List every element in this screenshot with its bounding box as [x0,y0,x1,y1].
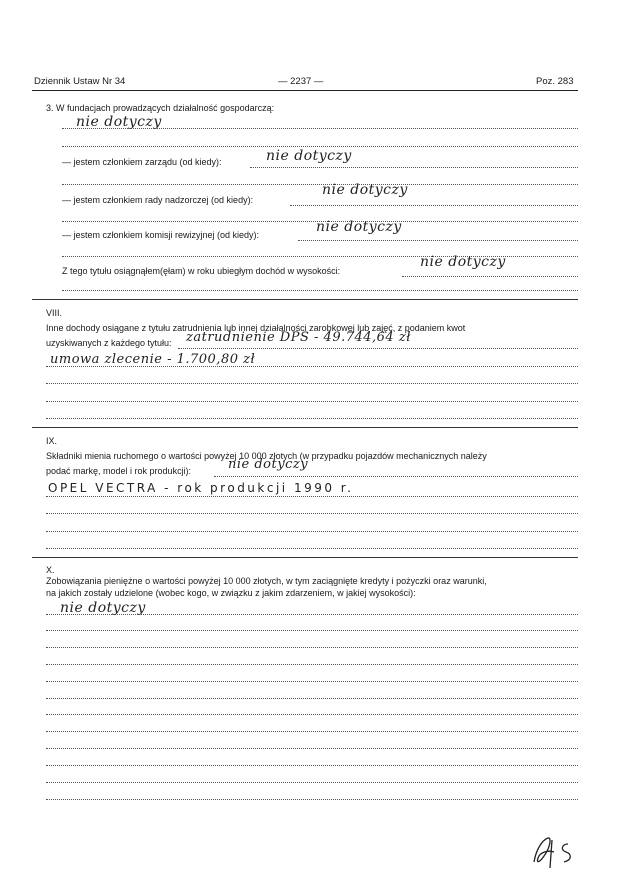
section-8-description: Inne dochody osiągane z tytułu zatrudnienia lub innej działalności zarobkowej lub zajęć, z podaniem kwot [46,323,466,333]
section-8-answer-employment: zatrudnienie DPS - 49.744,64 zł [186,330,411,345]
board-member-answer: nie dotyczy [266,148,352,164]
section-8-answer-contract: umowa zlecenie - 1.700,80 zł [50,352,256,367]
section-3-answer: nie dotyczy [76,114,162,130]
position-number: Poz. 283 [536,76,574,87]
answer-line [46,630,578,631]
answer-line [250,167,578,168]
section-3-heading: 3. W fundacjach prowadzących działalność gospodarczą: [46,103,275,113]
journal-title: Dziennik Ustaw Nr 34 [34,76,126,87]
answer-line [214,476,578,477]
section-10-conditions: na jakich zostały udzielone (wobec kogo, w związku z jakim zdarzeniem, w jakiej wysokości): [46,588,416,598]
answer-line [46,799,578,800]
answer-line [46,366,578,367]
answer-line [46,698,578,699]
section-9-numeral: IX. [46,436,58,446]
answer-line [46,614,578,615]
income-label: Z tego tytułu osiągnąłem(ęłam) w roku ubiegłym dochód w wysokości: [62,266,341,276]
answer-line [62,128,578,129]
answer-line [46,714,578,715]
section-9-vehicle-label: podać markę, model i rok produkcji): [46,466,192,476]
section-10-answer: nie dotyczy [60,600,146,616]
audit-committee-label: — jestem członkiem komisji rewizyjnej (od kiedy): [62,230,260,240]
income-answer: nie dotyczy [420,254,506,270]
header-rule [32,90,578,91]
answer-line [46,513,578,514]
supervisory-board-label: — jestem członkiem rady nadzorczej (od kiedy): [62,195,254,205]
board-member-label: — jestem członkiem zarządu (od kiedy): [62,157,222,167]
section-10-numeral: X. [46,565,55,575]
initials-signature [528,832,582,872]
answer-line [178,348,578,349]
answer-line [46,765,578,766]
answer-line [46,418,578,419]
answer-line [46,383,578,384]
answer-line [46,548,578,549]
section-separator [32,427,578,428]
answer-line [46,748,578,749]
supervisory-board-answer: nie dotyczy [322,182,408,198]
answer-line [46,782,578,783]
section-8-numeral: VIII. [46,308,63,318]
answer-line [62,184,578,185]
answer-line [46,401,578,402]
page-number: — 2237 — [278,76,324,87]
section-separator [32,299,578,300]
section-9-description: Składniki mienia ruchomego o wartości powyżej 10 000 złotych (w przypadku pojazdów mechanicznych należy [46,451,487,461]
section-8-amounts-label: uzyskiwanych z każdego tytułu: [46,338,172,348]
answer-line [46,664,578,665]
section-9-answer-inline: nie dotyczy [228,457,309,472]
audit-committee-answer: nie dotyczy [316,219,402,235]
section-10-description: Zobowiązania pieniężne o wartości powyżej 10 000 złotych, w tym zaciągnięte kredyty i pożyczki oraz warunki, [46,576,487,586]
answer-line [46,496,578,497]
answer-line [290,205,578,206]
answer-line [62,146,578,147]
answer-line [402,276,578,277]
section-separator [32,557,578,558]
answer-line [46,647,578,648]
answer-line [46,681,578,682]
answer-line [298,240,578,241]
answer-line [46,531,578,532]
answer-line [62,290,578,291]
section-9-answer-vehicle: OPEL VECTRA - rok produkcji 1990 r. [48,481,354,495]
answer-line [46,731,578,732]
